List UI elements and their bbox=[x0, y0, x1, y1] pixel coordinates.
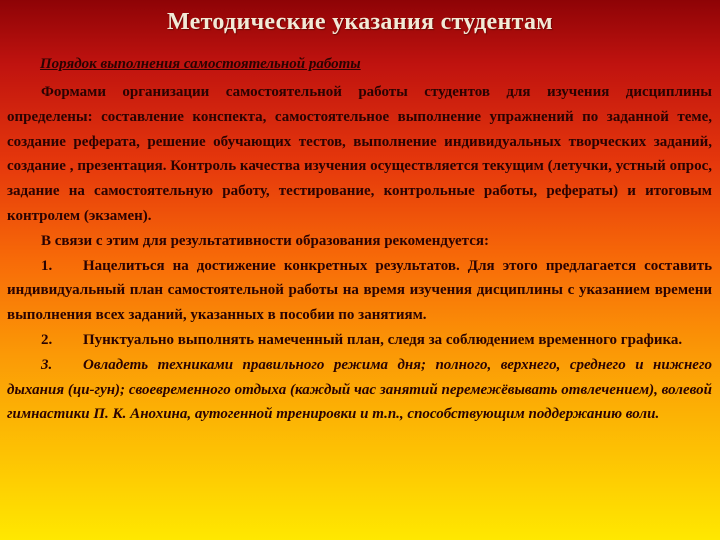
list-item-number: 3. bbox=[41, 356, 53, 373]
recommend-paragraph: В связи с этим для результативности образования рекомендуется: bbox=[41, 232, 489, 249]
list-item-text: Овладеть техниками правильного режима дня; полного, верхнего, среднего и нижнего дыхания (ци-гун); своевременного отдыха (каждый час занятий перемежёвывать отвлечением), волевой гимнастики П. К. Анохина, аутогенной тренировки и т.п., способствующим поддержанию воли. bbox=[7, 356, 712, 423]
list-item-2 bbox=[7, 328, 712, 353]
list-item-1 bbox=[7, 254, 712, 328]
slide-title: Методические указания студентам bbox=[167, 9, 553, 35]
list-item-number: 2. bbox=[41, 331, 53, 348]
list-item-text: Нацелиться на достижение конкретных результатов. Для этого предлагается составить индивидуальный план самостоятельной работы на время изучения дисциплины с указанием времени выполнения всех заданий, указанных в пособии по занятиям. bbox=[7, 257, 712, 324]
section-subtitle: Порядок выполнения самостоятельной работы bbox=[40, 56, 361, 72]
list-item-text: Пунктуально выполнять намеченный план, следя за соблюдением временного графика. bbox=[83, 331, 683, 348]
slide-body bbox=[7, 80, 712, 427]
intro-paragraph: Формами организации самостоятельной работы студентов для изучения дисциплины определены: составление конспекта, самостоятельное выполнение упражнений по заданной теме, создание реферата, решение обучающих тестов, выполнение индивидуальных творческих заданий, создание , презентация. Контроль качества изучения осуществляется текущим (летучки, устный опрос, задание на самостоятельную работу, тестирование, контрольные работы, рефераты) и итоговым контролем (экзамен). bbox=[7, 84, 712, 224]
list-item-number: 1. bbox=[41, 257, 53, 274]
list-item-3 bbox=[7, 353, 712, 427]
